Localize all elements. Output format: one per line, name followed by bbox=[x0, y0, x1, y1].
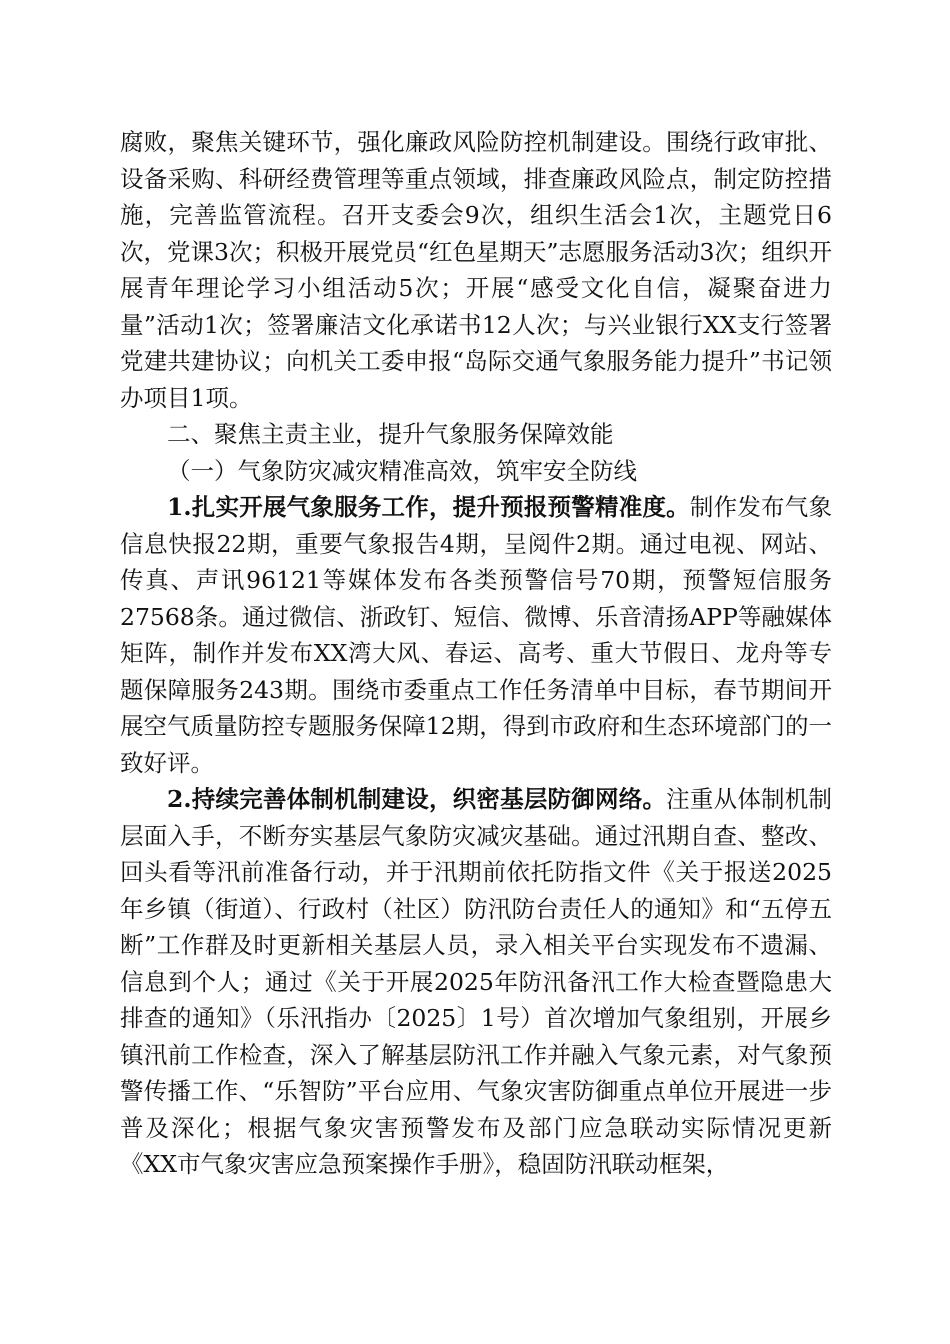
paragraph-continuation: 腐败，聚焦关键环节，强化廉政风险防控机制建设。围绕行政审批、设备采购、科研经费管理等重点领域，排查廉政风险点，制定防控措施，完善监管流程。召开支委会9次，组织生活会1次，主题党日6次，党课3次；积极开展党员“红色星期天”志愿服务活动3次；组织开展青年理论学习小组活动5次；开展“感受文化自信，凝聚奋进力量”活动1次；签署廉洁文化承诺书12人次；与兴业银行XX支行签署党建共建协议；向机关工委申报“岛际交通气象服务能力提升”书记领办项目1项。 bbox=[120, 128, 832, 412]
item-1-body: 制作发布气象信息快报22期，重要气象报告4期，呈阅件2期。通过电视、网站、传真、声讯96121等媒体发布各类预警信号70期，预警短信服务27568条。通过微信、浙政钉、短信、微博、乐音清扬APP等融媒体矩阵，制作并发布XX湾大风、春运、高考、重大节假日、龙舟等专题保障服务243期。围绕市委重点工作任务清单中目标，春节期间开展空气质量防控专题服务保障12期，得到市政府和生态环境部门的一致好评。 bbox=[120, 493, 832, 777]
section-heading: 二、聚焦主责主业，提升气象服务保障效能 bbox=[167, 420, 614, 448]
document-body bbox=[120, 124, 832, 1183]
item-2-lead: 2.持续完善体制机制建设，织密基层防御网络。 bbox=[167, 785, 667, 813]
item-1-lead: 1.扎实开展气象服务工作，提升预报预警精准度。 bbox=[167, 493, 690, 521]
subsection-heading: （一）气象防灾减灾精准高效，筑牢安全防线 bbox=[167, 456, 637, 485]
item-1-paragraph bbox=[120, 489, 832, 781]
item-2-body: 注重从体制机制层面入手，不断夯实基层气象防灾减灾基础。通过汛期自查、整改、回头看等汛前准备行动，并于汛期前依托防指文件《关于报送2025年乡镇（街道）、行政村（社区）防汛防台责任人的通知》和“五停五断”工作群及时更新相关基层人员，录入相关平台实现发布不遗漏、信息到个人；通过《关于开展2025年防汛备汛工作大检查暨隐患大排查的通知》（乐汛指办〔2025〕1号）首次增加气象组别，开展乡镇汛前工作检查，深入了解基层防汛工作并融入气象元素，对气象预警传播工作、“乐智防”平台应用、气象灾害防御重点单位开展进一步普及深化；根据气象灾害预警发布及部门应急联动实际情况更新《XX市气象灾害应急预案操作手册》，稳固防汛联动框架， bbox=[120, 785, 832, 1178]
item-2-paragraph bbox=[120, 781, 832, 1183]
